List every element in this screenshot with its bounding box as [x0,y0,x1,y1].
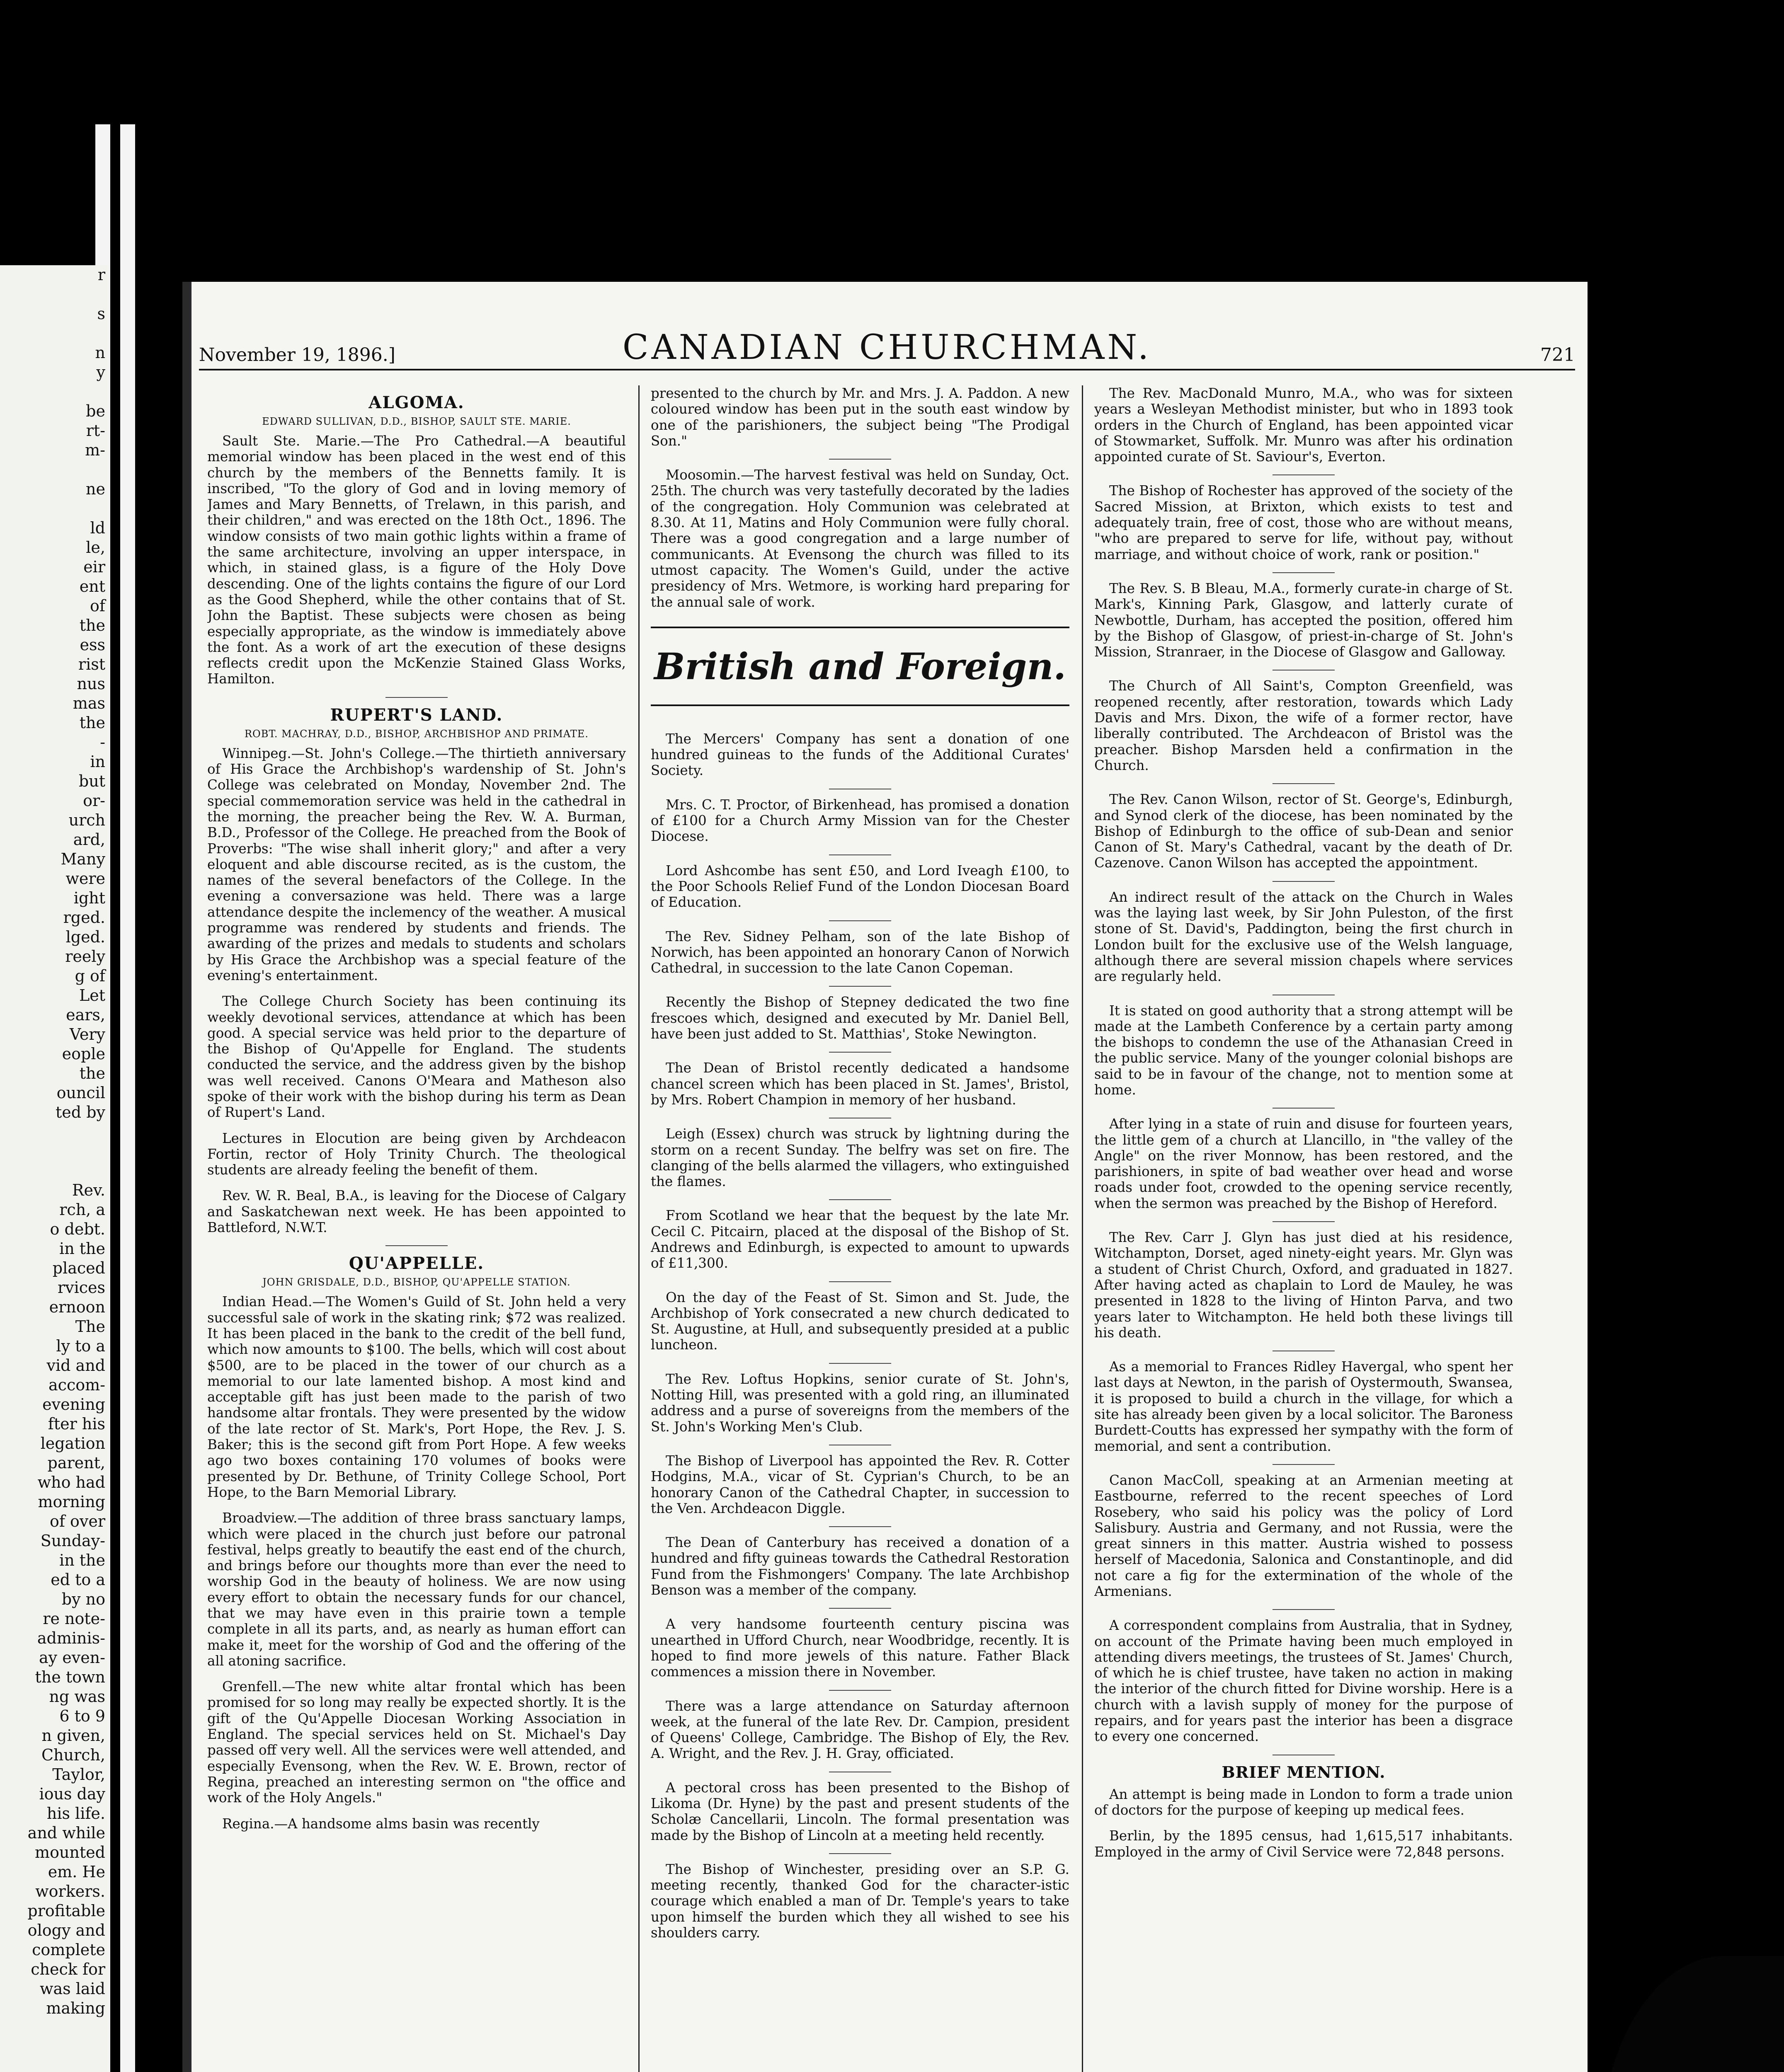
article-paragraph: presented to the church by Mr. and Mrs. J. A. Paddon. A new coloured window has been put in the south east window by one of the parishioners, the subject being "The Prodigal Son." [651,385,1069,449]
divider [1273,1108,1335,1109]
news-item: The Rev. MacDonald Munro, M.A., who was for sixteen years a Wesleyan Methodist minister, but who in 1893 took orders in the Church of England, has been appointed vicar of Stowmarket, Suffolk. Mr. Munro was after his ordination appointed curate of St. Saviour's, Everton. [1094,385,1513,465]
section-heading-algoma: ALGOMA. [368,393,465,412]
brief-item: Berlin, by the 1895 census, had 1,615,517 inhabitants. Employed in the army of Civil Service were 72,848 persons. [1094,1828,1513,1860]
divider [829,986,891,987]
news-item: The Mercers' Company has sent a donation of one hundred guineas to the funds of the Additional Curates' Society. [651,731,1069,779]
news-item: An indirect result of the attack on the Church in Wales was the laying last week, by Sir John Puleston, of the first stone of St. David's, Paddington, being the first church in London built for the exclusive use of the Welsh language, although there are several mission chapels where services are regularly held. [1094,889,1513,985]
news-item: Recently the Bishop of Stepney dedicated the two fine frescoes which, designed and executed by Mr. Daniel Bell, have been just added to St. Matthias', Stoke Newington. [651,994,1069,1042]
news-item: The Rev. Canon Wilson, rector of St. George's, Edinburgh, and Synod clerk of the diocese, has been nominated by the Bishop of Edinburgh to the office of sub-Dean and senior Canon of St. Mary's Cathedral, vacant by the death of Dr. Cazenove. Canon Wilson has accepted the appointment. [1094,792,1513,871]
section-byline: ROBT. MACHRAY, D.D., BISHOP, ARCHBISHOP AND PRIMATE. [244,728,589,740]
news-item: The Bishop of Liverpool has appointed the Rev. R. Cotter Hodgins, M.A., vicar of St. Cyprian's Church, to be an honorary Canon of the Cathedral Chapter, in succession to the Ven. Archdeacon Diggle. [651,1452,1069,1516]
column-divider [1082,385,1083,2072]
news-item: There was a large attendance on Saturday afternoon week, at the funeral of the late Rev. Dr. Campion, president of Queens' College, Cambridge. The Bishop of Ely, the Rev. A. Wright, and the Rev. J. H. Gray, officiated. [651,1698,1069,1762]
divider [1273,474,1335,475]
news-item: Lord Ashcombe has sent £50, and Lord Iveagh £100, to the Poor Schools Relief Fund of the London Diocesan Board of Education. [651,862,1069,910]
divider [829,1526,891,1527]
news-item: The Church of All Saint's, Compton Greenfield, was reopened recently, after restoration, towards which Lady Davis and Mrs. Dixon, the wife of a former rector, have liberally contributed. The Archdeacon of Bristol was the preacher. Bishop Marsden held a confirmation in the Church. [1094,678,1513,773]
news-item: A very handsome fourteenth century piscina was unearthed in Ufford Church, near Woodbridge, recently. It is hoped to find more jewels of this nature. Father Black commences a mission there in November. [651,1616,1069,1680]
news-item: Canon MacColl, speaking at an Armenian meeting at Eastbourne, referred to the recent speeches of Lord Rosebery, who said his policy was the policy of Lord Salisbury. Austria and Germany, and not Russia, were the great sinners in this matter. Austria wished to possess herself of Macedonia, Salonica and Constantinople, and did not care a fig for the extermination of the whole of the Armenians. [1094,1472,1513,1599]
section-heading-brief-mention: BRIEF MENTION. [1222,1762,1386,1782]
divider [829,459,891,460]
news-item: From Scotland we hear that the bequest by the late Mr. Cecil C. Pitcairn, placed at the disposal of the Bishop of St. Andrews and Edinburgh, is expected to amount to upwards of £11,300. [651,1208,1069,1271]
newspaper-title: CANADIAN CHURCHMAN. [622,328,1152,367]
column-2 [651,385,1069,2072]
column-divider [638,385,640,2072]
divider [829,1853,891,1854]
divider [1273,881,1335,882]
divider [1273,783,1335,784]
divider [385,697,448,698]
divider [829,1052,891,1053]
article-paragraph: Regina.—A handsome alms basin was recently [222,1815,540,1832]
article-paragraph: Sault Ste. Marie.—The Pro Cathedral.—A beautiful memorial window has been placed in the west end of this church by the members of the Bennetts family. It is inscribed, "To the glory of God and in loving memory of James and Mary Bennetts, of Trelawn, in this parish, and their children," and was erected on the 18th Oct., 1896. The window consists of two main gothic lights within a frame of the same architecture, involving an upper interspace, in which, in stained glass, is a figure of the Holy Dove descending. One of the lights contains the figure of our Lord as the Good Shepherd, while the other contains that of St. John the Baptist. These subjects were chosen as being especially appropriate, as the window is immediately above the font. As a work of art the execution of these designs reflects credit upon the McKenzie Stained Glass Works, Hamilton. [207,433,626,687]
news-item: The Rev. Loftus Hopkins, senior curate of St. John's, Notting Hill, was presented with a gold ring, an illuminated address and a purse of sovereigns from the members of the St. John's Working Men's Club. [651,1371,1069,1435]
divider [829,920,891,921]
article-paragraph: Moosomin.—The harvest festival was held on Sunday, Oct. 25th. The church was very tastefully decorated by the ladies of the congregation. Holy Communion was celebrated at 8.30. At 11, Matins and Holy Communion were fully choral. There was a good congregation and a large number of communicants. At Evensong the church was filled to its utmost capacity. The Women's Guild, under the active presidency of Mrs. Wetmore, is working hard preparing for the annual sale of work. [651,467,1069,610]
news-item: The Bishop of Rochester has approved of the society of the Sacred Mission, at Brixton, which exists to test and adequately train, free of cost, those who are without means, "who are prepared to serve for life, without pay, without marriage, and without choice of work, rank or position." [1094,483,1513,562]
page-number: 721 [1540,344,1575,366]
divider [829,1608,891,1609]
news-item: The Dean of Bristol recently dedicated a handsome chancel screen which has been placed in St. James', Bristol, by Mrs. Robert Champion in memory of her husband. [651,1060,1069,1108]
divider [1273,1609,1335,1610]
glove-silhouette [1600,1956,1784,2072]
news-item: A pectoral cross has been presented to the Bishop of Likoma (Dr. Hyne) by the past and present students of the Scholæ Cancellarii, Lincoln. The formal presentation was made by the Bishop of Lincoln at a meeting held recently. [651,1779,1069,1843]
news-item: The Bishop of Winchester, presiding over an S.P. G. meeting recently, thanked God for the character-istic courage which enabled a man of Dr. Temple's years to take upon himself the burden which they all wished to see his shoulders carry. [651,1861,1069,1941]
article-paragraph: Broadview.—The addition of three brass sanctuary lamps, which were placed in the church just before our patronal festival, helps greatly to beautify the east end of the church, and brings before our thoughts more than ever the need to worship God in the beauty of holiness. We are now using every effort to obtain the necessary funds for our chancel, that we may have even in this prairie town a temple complete in all its parts, and, as nearly as human effort can make it, meet for the worship of God and the offering of the all atoning sacrifice. [207,1510,626,1669]
article-paragraph: The College Church Society has been continuing its weekly devotional services, attendance at which has been good. A special service was held prior to the departure of the Bishop of Qu'Appelle for England. The students conducted the service, and the address given by the bishop was well received. Canons O'Meara and Matheson also spoke of their work with the bishop during his term as Dean of Rupert's Land. [207,993,626,1121]
news-item: The Rev. S. B Bleau, M.A., formerly curate-in charge of St. Mark's, Kinning Park, Glasgow, and latterly curate of Newbottle, Durham, has accepted the position, offered him by the Bishop of Glasgow, of priest-in-charge of St. John's Mission, Stranraer, in the Diocese of Glasgow and Galloway. [1094,580,1513,660]
column-3 [1094,385,1513,2072]
divider [829,1363,891,1364]
news-item: On the day of the Feast of St. Simon and St. Jude, the Archbishop of York consecrated a new church dedicated to St. Augustine, at Hull, and subsequently presided at a public luncheon. [651,1289,1069,1353]
divider [829,854,891,855]
issue-date: November 19, 1896.] [199,344,395,366]
news-item: Mrs. C. T. Proctor, of Birkenhead, has promised a donation of £100 for a Church Army Mission van for the Chester Diocese. [651,796,1069,845]
divider [829,1281,891,1282]
divider [385,1245,448,1246]
article-paragraph: Winnipeg.—St. John's College.—The thirtieth anniversary of His Grace the Archbishop's wardenship of St. John's College was celebrated on Monday, November 2nd. The special commemoration service was held in the cathedral in the morning, the preacher being the Rev. W. A. Burman, B.D., Professor of the College. He preached from the Book of Proverbs: "The wise shall inherit glory;" and after a very eloquent and able discourse recited, as is the custom, the names of the several benefactors of the College. In the evening a conversazione was held. There was a large attendance despite the inclemency of the weather. A musical programme was rendered by students and friends. The awarding of the prizes and medals to students and scholars by His Grace the Archbishop was a special feature of the evening's entertainment. [207,745,626,983]
page-spine [182,282,191,2072]
news-item: The Rev. Sidney Pelham, son of the late Bishop of Norwich, has been appointed an honorary Canon of Norwich Cathedral, in succession to the late Canon Copeman. [651,928,1069,976]
adjacent-page-strip [0,265,108,2072]
divider [1273,1221,1335,1222]
divider [829,1690,891,1691]
film-bar [120,124,135,2072]
news-item: The Dean of Canterbury has received a donation of a hundred and fifty guineas towards the Cathedral Restoration Fund from the Fishmongers' Company. The late Archbishop Benson was a member of the company. [651,1535,1069,1598]
article-paragraph: Indian Head.—The Women's Guild of St. John held a very successful sale of work in the skating rink; $72 was realized. It has been placed in the bank to the credit of the bell fund, which now amounts to $100. The bells, which will cost about $500, are to be placed in the tower of our church as a memorial to our late lamented bishop. A most kind and acceptable gift has just been made to the parish of two handsome altar frontals. They were presented by the widow of the late rector of St. Mark's, Port Hope, the Rev. J. S. Baker; this is the second gift from Port Hope. A few weeks ago two boxes containing 170 volumes of books were presented by Dr. Bethune, of Trinity College School, Port Hope, to the Barn Memorial Library. [207,1294,626,1500]
section-heading-ruperts-land: RUPERT'S LAND. [330,705,503,725]
section-byline: JOHN GRISDALE, D.D., BISHOP, QU'APPELLE STATION. [262,1276,571,1288]
divider [1273,1464,1335,1465]
news-item: A correspondent complains from Australia, that in Sydney, on account of the Primate having been much employed in attending divers meetings, the trustees of St. James' Church, of which he is chief trustee, have taken no action in making the interior of the church fitted for Divine worship. Here is a church with a lavish supply of money for the purpose of repairs, and for years past the interior has been a disgrace to every one concerned. [1094,1617,1513,1745]
adjacent-page-text: r s n y be rt- m- ne ld le, eir ent of the ess rist nus mas the - in but or- urch ard, Many were ight rged. lged. reely g of Let ears, Very eople the ouncil ted by Rev. rch, a o debt. in the placed rvices ernoon The ly to a vid and accom- evening fter his legation parent, who had morning of over Sunday- in the ed to a by no re note- adminis- ay even- the town ng was 6 to 9 n given, Church, Taylor, ious day his life. and while mounted em. He workers. profitable ology and complete check for was laid making [27,266,105,2017]
section-heading-quappelle: QU'APPELLE. [349,1254,485,1273]
news-item: As a memorial to Frances Ridley Havergal, who spent her last days at Newton, in the parish of Oystermouth, Swansea, it is proposed to build a church in the village, for which a site has already been given by a local solicitor. The Baroness Burdett-Coutts has expressed her sympathy with the form of memorial, and sent a contribution. [1094,1359,1513,1454]
brief-item: An attempt is being made in London to form a trade union of doctors for the purpose of keeping up medical fees. [1094,1786,1513,1818]
section-byline: EDWARD SULLIVAN, D.D., BISHOP, SAULT STE. MARIE. [262,416,571,427]
divider [1273,572,1335,573]
news-item: After lying in a state of ruin and disuse for fourteen years, the little gem of a church at Llancillo, in "the valley of the Angle" on the river Monnow, has been restored, and the parishioners, in spite of bad weather over head and worse roads under foot, crowded to the opening service recently, when the sermon was preached by the Bishop of Hereford. [1094,1116,1513,1211]
news-item: Leigh (Essex) church was struck by lightning during the storm on a recent Sunday. The belfry was set on fire. The clanging of the bells alarmed the villagers, who extinguished the flames. [651,1126,1069,1190]
section-heading-british-and-foreign: British and Foreign. [651,627,1069,706]
column-1 [207,385,626,2072]
divider [829,1199,891,1200]
news-item: The Rev. Carr J. Glyn has just died at his residence, Witchampton, Dorset, aged ninety-eight years. Mr. Glyn was a student of Christ Church, Oxford, and graduated in 1827. After having acted as chaplain to Lord de Mauley, he was presented in 1828 to the living of Hinton Parva, and two years later to Witchampton. He held both these livings till his death. [1094,1230,1513,1341]
article-paragraph: Rev. W. R. Beal, B.A., is leaving for the Diocese of Calgary and Saskatchewan next week. He has been appointed to Battleford, N.W.T. [207,1188,626,1236]
article-paragraph: Grenfell.—The new white altar frontal which has been promised for so long may really be expected shortly. It is the gift of the Qu'Appelle Diocesan Working Association in England. The special services held on St. Michael's Day passed off very well. All the services were well attended, and especially Evensong, when the Rev. W. E. Brown, rector of Regina, preached an interesting sermon on "the office and work of the Holy Angels." [207,1679,626,1806]
masthead [199,328,1575,370]
newspaper-page [182,282,1588,2072]
article-paragraph: Lectures in Elocution are being given by Archdeacon Fortin, rector of Holy Trinity Church. The theological students are already feeling the benefit of them. [207,1130,626,1178]
news-item: It is stated on good authority that a strong attempt will be made at the Lambeth Conference by a certain party among the bishops to condemn the use of the Athanasian Creed in the public service. Many of the younger colonial bishops are said to be in favour of the change, not to mention some at home. [1094,1002,1513,1098]
